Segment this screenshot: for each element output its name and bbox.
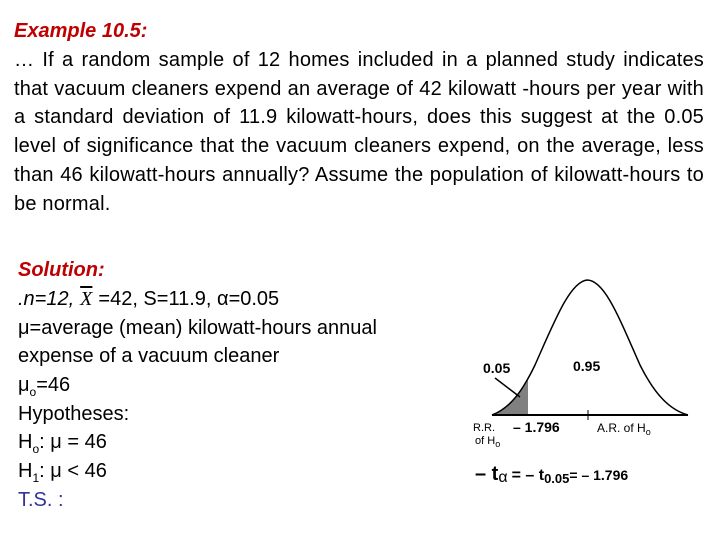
n-value: .n=12,: [18, 288, 75, 310]
hypotheses-label: Hypotheses:: [18, 403, 130, 425]
formula-neg-t2: = – t: [511, 467, 545, 484]
critical-formula: [475, 463, 628, 486]
rejection-region-shading: [492, 380, 528, 415]
critical-value-label: – 1.796: [513, 419, 560, 435]
pointer-line: [495, 378, 520, 397]
h1-sub: 1: [32, 471, 40, 485]
ar-label: [597, 421, 651, 437]
t-distribution-figure: [460, 270, 720, 500]
ar-text: A.R. of H: [597, 421, 646, 435]
h1-rest: : μ < 46: [39, 460, 107, 482]
left-area-label: 0.05: [483, 360, 511, 376]
formula-sub: 0.05: [544, 471, 570, 486]
formula-neg-t: – t: [475, 463, 499, 485]
xbar-symbol: $\overline{X}$: [80, 288, 93, 310]
mu-symbol: μ: [18, 374, 30, 396]
right-area-label: 0.95: [573, 358, 601, 374]
mu0-value: =46: [36, 374, 71, 396]
mu-definition-2: expense of a vacuum cleaner: [18, 345, 280, 367]
solution-heading: Solution:: [18, 259, 105, 281]
h1-symbol: H: [18, 460, 33, 482]
test-statistic-label: T.S. :: [18, 489, 64, 511]
ar-h-sub: o: [645, 427, 651, 437]
example-title: Example 10.5:: [14, 20, 148, 42]
rr-of-h: of H: [475, 435, 496, 447]
h0-sub: o: [32, 442, 40, 456]
h0-symbol: H: [18, 431, 33, 453]
mu-definition-1: μ=average (mean) kilowatt-hours annual: [18, 317, 377, 339]
h0-rest: : μ = 46: [39, 431, 107, 453]
formula-alpha: α: [498, 469, 508, 486]
formula-value: = – 1.796: [569, 467, 629, 483]
rr-label: R.R.: [473, 422, 495, 434]
problem-statement: … If a random sample of 12 homes included in a planned study indicates that vacuum cleaners expend an average of 42 kilowatt -hours per year with a standard deviation of 11.9 kilowatt-hours, does this suggest at the 0.05 level of significance that the vacuum cleaners expend, on the average, less than 46 kilowatt-hours annually? Assume the population of kilowatt-hours to be normal.: [14, 49, 704, 215]
mu0-sub: o: [29, 385, 37, 399]
givens-rest: =42, S=11.9, α=0.05: [98, 288, 280, 310]
givens-line: [18, 285, 279, 314]
rr-label-2: [475, 435, 500, 449]
rr-h-sub: o: [495, 439, 501, 449]
